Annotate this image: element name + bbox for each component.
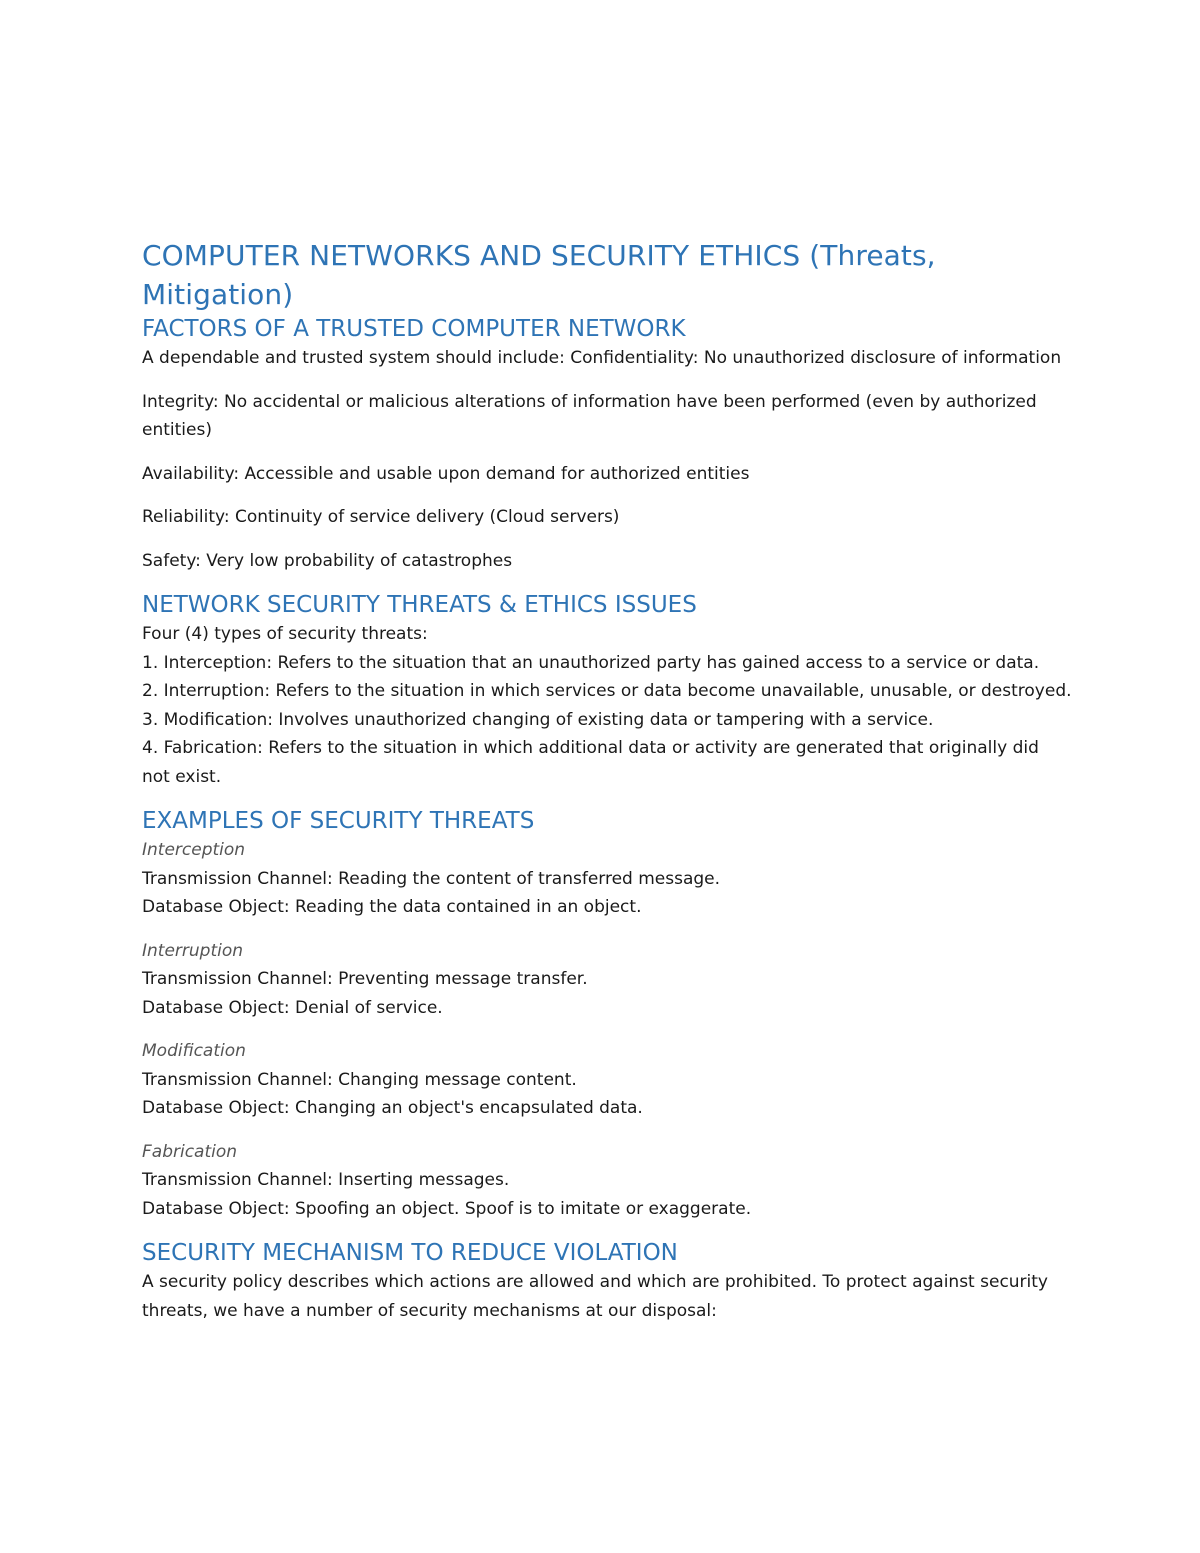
paragraph-availability: Availability: Accessible and usable upon demand for authorized entities — [142, 463, 750, 484]
section-heading-examples: EXAMPLES OF SECURITY THREATS — [142, 808, 535, 834]
paragraph-reliability: Reliability: Continuity of service delivery (Cloud servers) — [142, 507, 620, 527]
example-group-fabrication — [142, 1138, 1072, 1224]
example-line: Transmission Channel: Changing message content. — [142, 1069, 577, 1090]
list-item-fabrication: 4. Fabrication: Refers to the situation in which additional data or activity are generated that originally did not exist. — [142, 738, 1039, 787]
section-heading-factors: FACTORS OF A TRUSTED COMPUTER NETWORK — [142, 316, 686, 342]
paragraph-safety: Safety: Very low probability of catastrophes — [142, 550, 513, 571]
example-line: Database Object: Reading the data contained in an object. — [142, 897, 642, 917]
section-heading-threats: NETWORK SECURITY THREATS & ETHICS ISSUES — [142, 592, 697, 618]
example-group-modification — [142, 1037, 1072, 1123]
paragraph-integrity: Integrity: No accidental or malicious alterations of information have been performed (even by authorized entities) — [142, 391, 1037, 440]
example-group-interception — [142, 836, 1072, 922]
threats-intro: Four (4) types of security threats: — [142, 624, 428, 644]
example-group-interruption — [142, 937, 1072, 1023]
example-subheading: Interruption — [142, 940, 244, 961]
example-subheading: Fabrication — [142, 1141, 238, 1162]
example-line: Database Object: Denial of service. — [142, 997, 443, 1018]
example-line: Transmission Channel: Inserting messages. — [142, 1170, 510, 1190]
example-subheading: Modification — [142, 1041, 246, 1061]
example-line: Transmission Channel: Preventing message transfer. — [142, 969, 588, 989]
paragraph-confidentiality: A dependable and trusted system should include: Confidentiality: No unauthorized disclosure of information — [142, 348, 1062, 368]
example-subheading: Interception — [142, 840, 246, 860]
list-item-modification: 3. Modification: Involves unauthorized changing of existing data or tampering with a service. — [142, 709, 934, 730]
list-item-interception: 1. Interception: Refers to the situation that an unauthorized party has gained access to a service or data. — [142, 652, 1040, 673]
paragraph-security-policy: A security policy describes which actions are allowed and which are prohibited. To protect against security threats, we have a number of security mechanisms at our disposal: — [142, 1272, 1048, 1321]
example-line: Database Object: Changing an object's encapsulated data. — [142, 1098, 643, 1118]
section-heading-mechanism: SECURITY MECHANISM TO REDUCE VIOLATION — [142, 1240, 678, 1266]
document-page — [142, 236, 1072, 1325]
example-line: Database Object: Spoofing an object. Spoof is to imitate or exaggerate. — [142, 1198, 752, 1219]
example-line: Transmission Channel: Reading the content of transferred message. — [142, 868, 721, 889]
list-item-interruption: 2. Interruption: Refers to the situation in which services or data become unavailable, unusable, or destroyed. — [142, 681, 1072, 701]
document-title: COMPUTER NETWORKS AND SECURITY ETHICS (Threats, Mitigation) — [142, 239, 936, 311]
